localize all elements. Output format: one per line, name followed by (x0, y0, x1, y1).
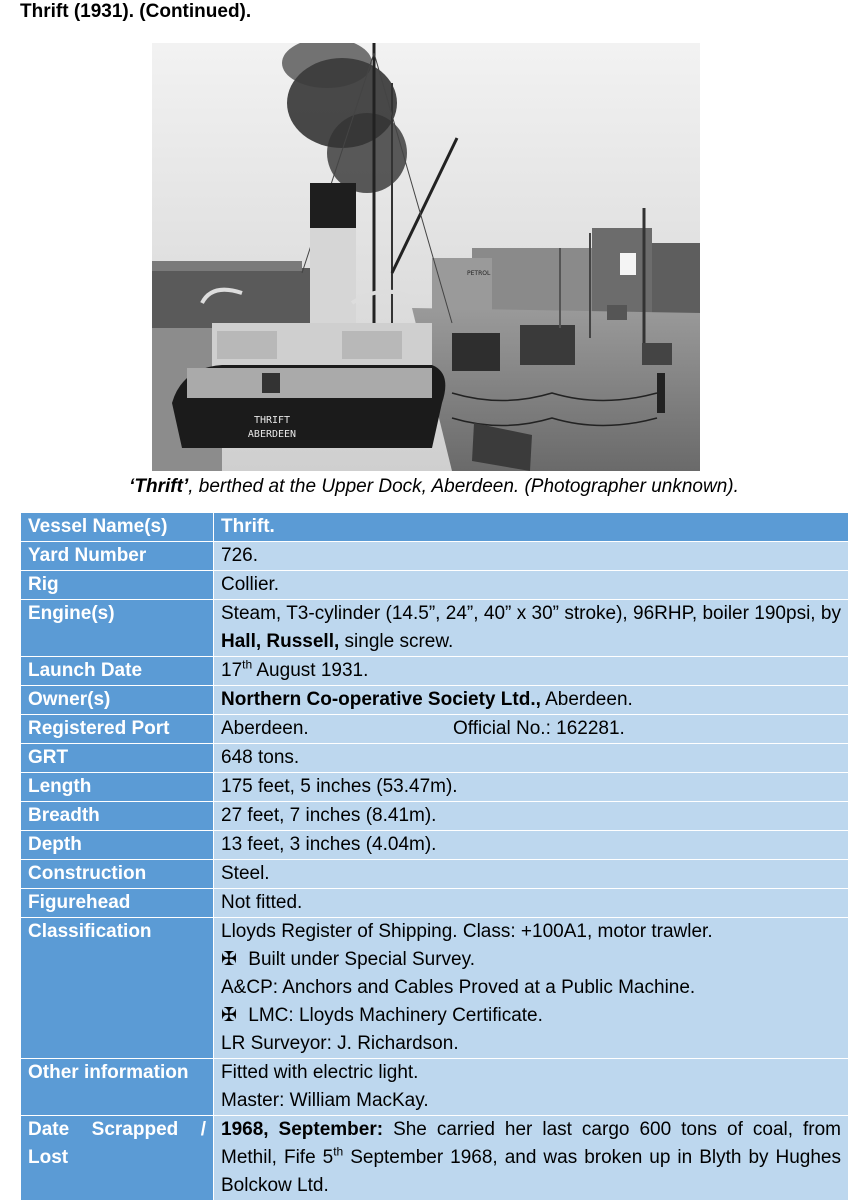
maltese-cross-icon: ✠ (221, 949, 237, 970)
row-label: Depth (21, 831, 214, 860)
table-row (21, 802, 849, 831)
classification-line: A&CP: Anchors and Cables Proved at a Public Machine. (221, 977, 696, 998)
rig-value: Collier. (214, 571, 849, 600)
row-label: Construction (21, 860, 214, 889)
engine-value (214, 600, 849, 657)
classification-line (221, 946, 841, 974)
row-label: Vessel Name(s) (21, 513, 214, 542)
table-row (21, 600, 849, 657)
table-row (21, 773, 849, 802)
table-row (21, 571, 849, 600)
owner-city: Aberdeen. (540, 689, 633, 710)
row-label: Classification (21, 918, 214, 1059)
caption-vessel-name: ‘Thrift’ (129, 476, 189, 497)
table-row (21, 889, 849, 918)
row-label: Registered Port (21, 715, 214, 744)
scrapped-date: 1968, September: (221, 1119, 384, 1140)
stern-port: ABERDEEN (247, 429, 297, 440)
row-label: Figurehead (21, 889, 214, 918)
depth-value: 13 feet, 3 inches (4.04m). (214, 831, 849, 860)
row-label: Owner(s) (21, 686, 214, 715)
row-label: Engine(s) (21, 600, 214, 657)
ship-photo (152, 43, 700, 471)
launch-ordinal: th (242, 657, 253, 672)
table-row (21, 860, 849, 889)
launch-month-year: August 1931. (252, 660, 369, 681)
yard-number-value: 726. (214, 542, 849, 571)
launch-date-value (214, 657, 849, 686)
table-row (21, 513, 849, 542)
table-row (21, 1116, 849, 1201)
row-label: Date Scrapped / Lost (21, 1116, 214, 1201)
scrapped-text: She carried her last cargo 600 tons of coal, from Methil, Fife 5 (221, 1119, 841, 1168)
engine-builder: Hall, Russell, (221, 631, 340, 652)
maltese-cross-icon: ✠ (221, 1005, 237, 1026)
other-info-line: Master: William MacKay. (221, 1090, 429, 1111)
breadth-value: 27 feet, 7 inches (8.41m). (214, 802, 849, 831)
classification-value (214, 918, 849, 1059)
row-label: Length (21, 773, 214, 802)
official-number: Official No.: 162281. (453, 718, 625, 739)
row-label: Breadth (21, 802, 214, 831)
caption-text: , berthed at the Upper Dock, Aberdeen. (Photographer unknown). (188, 476, 739, 497)
special-survey-text: Built under Special Survey. (243, 949, 475, 970)
scrapped-text-end: September 1968, and was broken up in Blyth by Hughes Bolckow Ltd. (221, 1147, 841, 1196)
classification-line: LR Surveyor: J. Richardson. (221, 1033, 459, 1054)
table-row (21, 1059, 849, 1116)
engine-text: Steam, T3-cylinder (14.5”, 24”, 40” x 30” stroke), 96RHP, boiler 190psi, by (221, 603, 841, 624)
port-name: Aberdeen. (221, 718, 309, 739)
row-label: GRT (21, 744, 214, 773)
row-label: Rig (21, 571, 214, 600)
owner-name: Northern Co-operative Society Ltd., (221, 689, 541, 710)
vessel-details-table (20, 512, 849, 1201)
figurehead-value: Not fitted. (214, 889, 849, 918)
classification-line (221, 1002, 841, 1030)
row-label: Launch Date (21, 657, 214, 686)
photo-caption (0, 476, 868, 498)
table-row (21, 744, 849, 773)
table-row (21, 918, 849, 1059)
page-title: Thrift (1931). (Continued). (20, 1, 252, 22)
sign-text: PETROL (467, 270, 491, 277)
other-info-value (214, 1059, 849, 1116)
table-row (21, 715, 849, 744)
engine-text-end: single screw. (339, 631, 454, 652)
other-info-line: Fitted with electric light. (221, 1062, 419, 1083)
vessel-name-value: Thrift. (214, 513, 849, 542)
classification-line: Lloyds Register of Shipping. Class: +100A1, motor trawler. (221, 921, 713, 942)
table-row (21, 831, 849, 860)
lmc-text: LMC: Lloyds Machinery Certificate. (243, 1005, 543, 1026)
owner-value (214, 686, 849, 715)
registered-port-value (214, 715, 849, 744)
stern-name: THRIFT (253, 415, 291, 426)
row-label: Yard Number (21, 542, 214, 571)
table-row (21, 686, 849, 715)
table-row (21, 542, 849, 571)
grt-value: 648 tons. (214, 744, 849, 773)
table-row (21, 657, 849, 686)
launch-day: 17 (221, 660, 243, 681)
scrapped-value (214, 1116, 849, 1201)
scrapped-ordinal: th (333, 1144, 344, 1159)
row-label: Other information (21, 1059, 214, 1116)
construction-value: Steel. (214, 860, 849, 889)
length-value: 175 feet, 5 inches (53.47m). (214, 773, 849, 802)
